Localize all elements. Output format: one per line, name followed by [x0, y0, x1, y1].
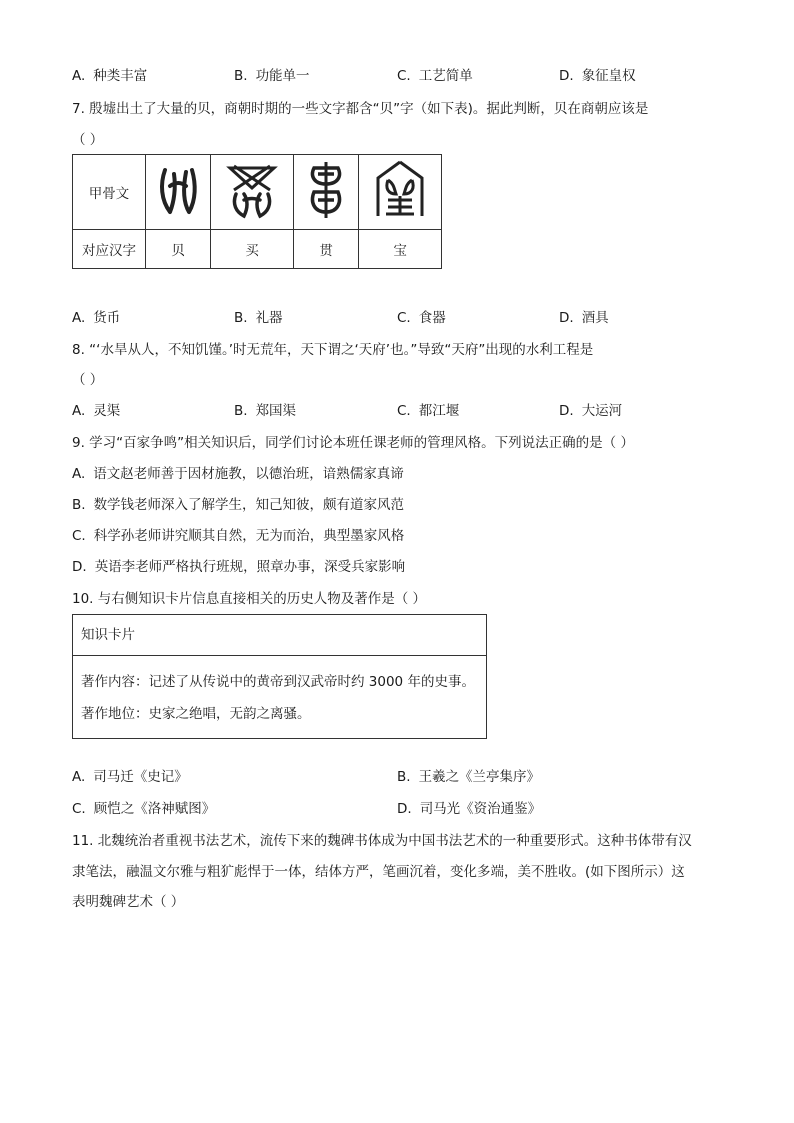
q8-option-a	[72, 401, 120, 421]
table-row	[73, 230, 442, 269]
option-letter: A.	[72, 769, 86, 785]
knowledge-card-body	[73, 656, 486, 738]
option-letter: B.	[72, 497, 86, 513]
table-row	[73, 155, 442, 230]
q8-stem: 8. “‘水旱从人，不知饥馑。’时无荒年，天下谓之‘天府’也。”导致“天府”出现的水利工程是	[72, 342, 594, 358]
option-letter: B.	[397, 769, 411, 785]
q10-option-c	[72, 799, 215, 819]
option-letter: D.	[559, 310, 574, 326]
option-text: 司马迁《史记》	[93, 769, 188, 785]
option-letter: D.	[559, 68, 574, 84]
card-status-line: 著作地位：史家之绝唱，无韵之离骚。	[81, 706, 311, 722]
char-cell: 宝	[359, 230, 442, 269]
q7-option-a	[72, 308, 120, 328]
option-text: 礼器	[255, 310, 283, 326]
oracle-mai-glyph-icon	[224, 160, 280, 220]
q9-option-a	[72, 464, 404, 484]
option-text: 功能单一	[255, 68, 310, 84]
oracle-bone-table	[72, 154, 442, 269]
q6-option-a	[72, 66, 147, 86]
option-text: 都江堰	[418, 403, 460, 419]
option-text: 语文赵老师善于因材施教，以德治班，谙熟儒家真谛	[93, 466, 404, 482]
oracle-guan-glyph-icon	[304, 160, 348, 220]
char-cell: 买	[211, 230, 294, 269]
oracle-glyph-guan	[293, 155, 358, 230]
q11-line-1: 11. 北魏统治者重视书法艺术，流传下来的魏碑书体成为中国书法艺术的一种重要形式。这种书体带有汉	[72, 833, 692, 849]
q8-option-c	[397, 401, 459, 421]
option-text: 英语李老师严格执行班规，照章办事，深受兵家影响	[94, 559, 406, 575]
option-letter: A.	[72, 466, 86, 482]
knowledge-card-title: 知识卡片	[73, 615, 486, 656]
option-text: 货币	[93, 310, 121, 326]
q9-option-c	[72, 526, 404, 546]
option-letter: D.	[72, 559, 87, 575]
q7-paren: （ ）	[72, 132, 104, 148]
option-text: 郑国渠	[255, 403, 297, 419]
card-content-line: 著作内容：记述了从传说中的黄帝到汉武帝时约 3000 年的史事。	[81, 674, 475, 690]
row-header-oracle: 甲骨文	[73, 155, 146, 230]
q8-option-b	[234, 401, 296, 421]
q7-option-d	[559, 308, 609, 328]
option-text: 食器	[418, 310, 446, 326]
oracle-glyph-mai	[211, 155, 294, 230]
q11-line-3: 表明魏碑艺术（ ）	[72, 894, 185, 910]
q9-option-b	[72, 495, 404, 515]
option-letter: C.	[397, 310, 411, 326]
option-text: 司马光《资治通鉴》	[419, 801, 542, 817]
oracle-bao-glyph-icon	[372, 160, 428, 220]
char-cell: 贯	[293, 230, 358, 269]
option-text: 酒具	[581, 310, 609, 326]
row-header-char: 对应汉字	[73, 230, 146, 269]
option-text: 顾恺之《洛神赋图》	[93, 801, 216, 817]
q6-option-b	[234, 66, 310, 86]
option-letter: A.	[72, 68, 86, 84]
option-text: 种类丰富	[93, 68, 148, 84]
option-letter: B.	[234, 310, 248, 326]
q8-option-d	[559, 401, 622, 421]
q10-option-b	[397, 767, 540, 787]
q10-stem: 10. 与右侧知识卡片信息直接相关的历史人物及著作是（ ）	[72, 591, 427, 607]
oracle-bei-glyph-icon	[156, 162, 200, 218]
oracle-glyph-bei	[146, 155, 211, 230]
option-letter: B.	[234, 68, 248, 84]
knowledge-card	[72, 614, 487, 739]
option-letter: C.	[397, 68, 411, 84]
option-text: 科学孙老师讲究顺其自然，无为而治，典型墨家风格	[93, 528, 405, 544]
option-letter: D.	[559, 403, 574, 419]
oracle-glyph-bao	[359, 155, 442, 230]
option-letter: C.	[72, 801, 86, 817]
option-text: 数学钱老师深入了解学生，知己知彼，颇有道家风范	[93, 497, 405, 513]
q10-option-a	[72, 767, 188, 787]
char-cell: 贝	[146, 230, 211, 269]
q7-option-b	[234, 308, 283, 328]
option-text: 王羲之《兰亭集序》	[418, 769, 541, 785]
q7-option-c	[397, 308, 446, 328]
q7-stem: 7. 殷墟出土了大量的贝，商朝时期的一些文字都含“贝”字（如下表)。据此判断，贝在商朝应该是	[72, 101, 649, 117]
q6-option-d	[559, 66, 636, 86]
q11-line-2: 隶笔法，融温文尔雅与粗犷彪悍于一体，结体方严，笔画沉着，变化多端，美不胜收。(如下图所示）这	[72, 864, 685, 880]
option-letter: A.	[72, 403, 86, 419]
option-letter: B.	[234, 403, 248, 419]
option-text: 灵渠	[93, 403, 121, 419]
q6-option-c	[397, 66, 473, 86]
q9-stem: 9. 学习“百家争鸣”相关知识后，同学们讨论本班任课老师的管理风格。下列说法正确的是（ ）	[72, 435, 634, 451]
option-text: 象征皇权	[581, 68, 636, 84]
q9-option-d	[72, 557, 405, 577]
q8-paren: （ ）	[72, 372, 104, 388]
option-letter: D.	[397, 801, 412, 817]
option-text: 工艺简单	[418, 68, 473, 84]
option-letter: C.	[72, 528, 86, 544]
option-letter: C.	[397, 403, 411, 419]
option-text: 大运河	[581, 403, 623, 419]
q10-option-d	[397, 799, 541, 819]
option-letter: A.	[72, 310, 86, 326]
